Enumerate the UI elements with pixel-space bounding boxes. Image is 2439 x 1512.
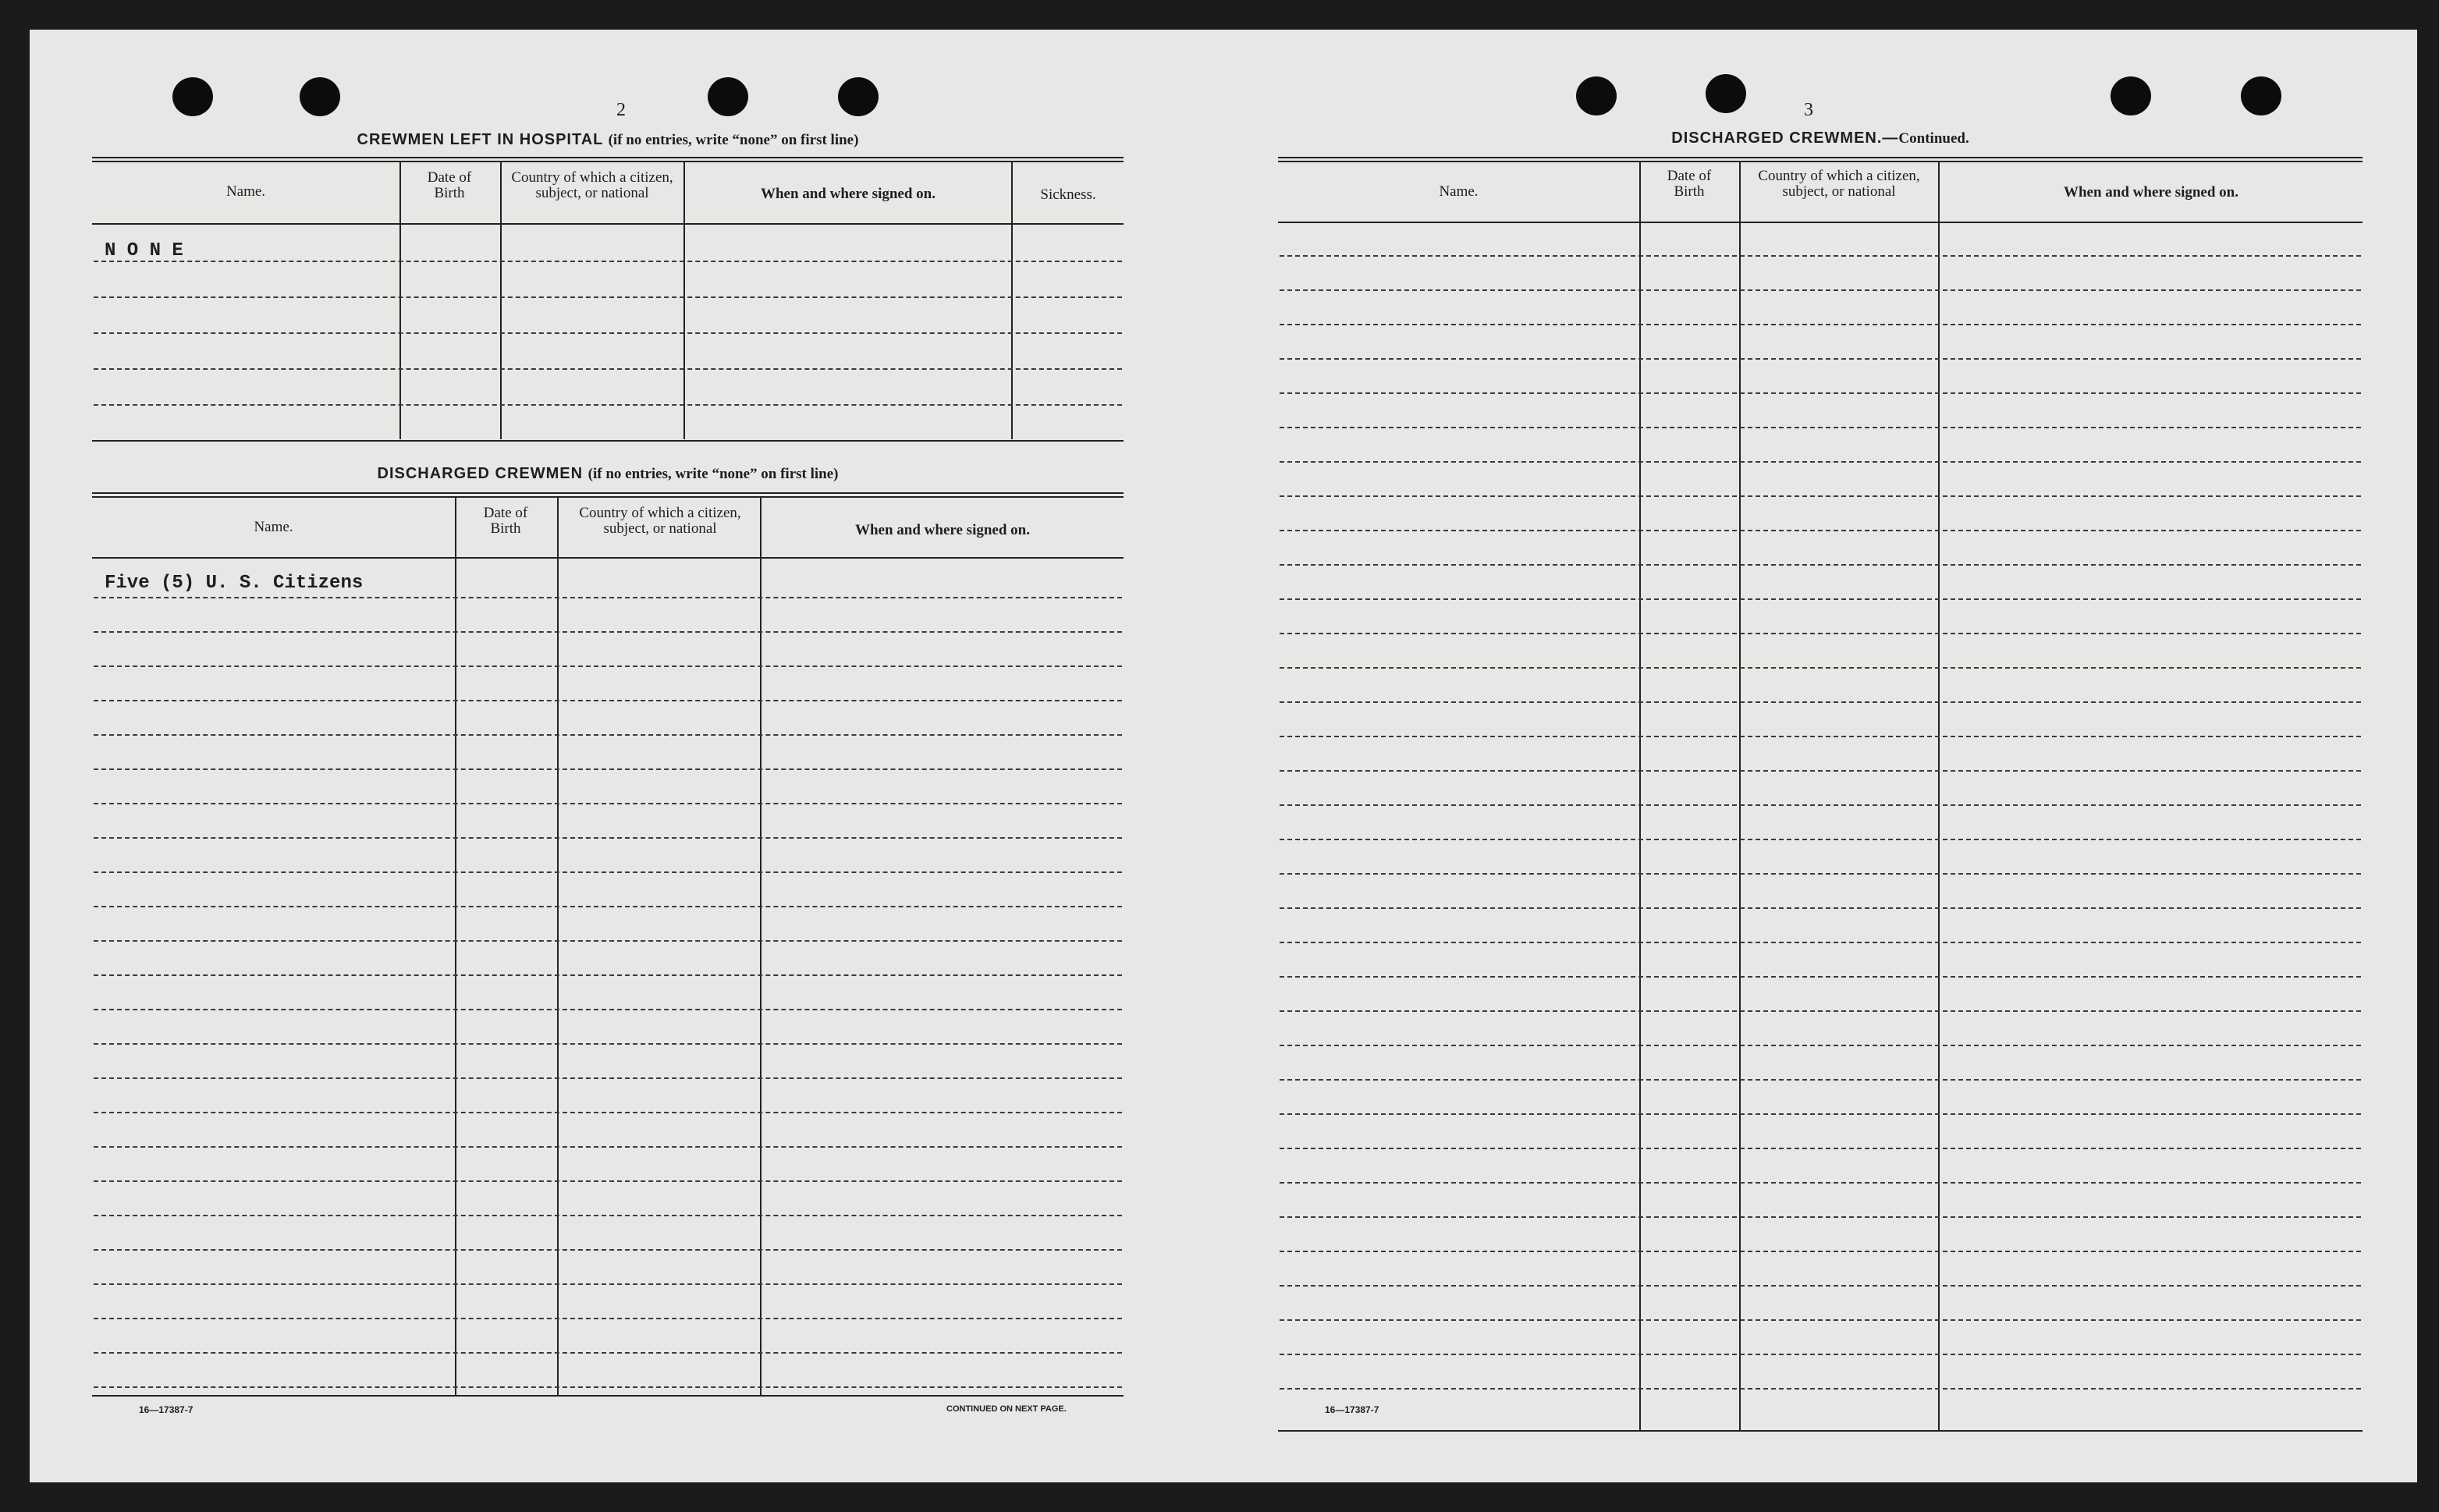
discharged-col-country: Country of which a citizen, subject, or national <box>579 505 741 537</box>
right-title-note: Continued. <box>1898 130 1969 147</box>
left-form-number: 16—17387-7 <box>139 1404 193 1415</box>
discharged-entry-line <box>94 768 1122 770</box>
right-entry-line <box>1280 1148 2361 1149</box>
right-form-number: 16—17387-7 <box>1325 1404 1379 1415</box>
discharged-entry-line <box>94 1386 1122 1388</box>
discharged-col-dob: Date of Birth <box>483 505 528 537</box>
right-title-text: DISCHARGED CREWMEN.— <box>1671 130 1899 147</box>
discharged-entry-line <box>94 803 1122 804</box>
discharged-entry-line <box>94 1009 1122 1010</box>
discharged-entry: Five (5) U. S. Citizens <box>105 573 364 594</box>
right-entry-line <box>1280 1216 2361 1218</box>
right-entry-line <box>1280 1182 2361 1184</box>
punch-hole <box>1706 74 1746 113</box>
discharged-entry-line <box>94 906 1122 907</box>
punch-hole <box>1576 76 1617 115</box>
right-entry-line <box>1280 564 2361 566</box>
right-entry-line <box>1280 324 2361 325</box>
punch-hole <box>300 77 340 116</box>
discharged-top-rule <box>92 492 1124 498</box>
hospital-entry-line <box>94 296 1122 298</box>
discharged-col-signed-on: When and where signed on. <box>854 522 1030 538</box>
discharged-header-rule <box>92 557 1124 559</box>
punch-hole <box>172 77 213 116</box>
right-entry-line <box>1280 942 2361 943</box>
punch-hole <box>2241 76 2281 115</box>
right-col-divider <box>1938 162 1940 1430</box>
hospital-header-rule <box>92 223 1124 225</box>
discharged-entry-line <box>94 1352 1122 1354</box>
hospital-entry-line <box>94 261 1122 262</box>
right-entry-line <box>1280 770 2361 772</box>
right-entry-line <box>1280 1354 2361 1355</box>
discharged-entry-line <box>94 700 1122 701</box>
right-entry-line <box>1280 289 2361 291</box>
discharged-table-title <box>92 465 1124 483</box>
discharged-entry-line <box>94 597 1122 598</box>
discharged-entry-line <box>94 1318 1122 1319</box>
right-bottom-rule <box>1278 1430 2363 1432</box>
hospital-col-divider <box>1011 162 1013 439</box>
hospital-col-signed-on: When and where signed on. <box>760 186 935 202</box>
discharged-entry-line <box>94 734 1122 736</box>
right-header-rule <box>1278 222 2363 223</box>
hospital-col-divider <box>399 162 401 439</box>
hospital-col-divider <box>500 162 502 439</box>
right-entry-line <box>1280 1319 2361 1321</box>
left-page-number: 2 <box>616 100 626 120</box>
discharged-entry-line <box>94 837 1122 839</box>
right-entry-line <box>1280 1251 2361 1252</box>
hospital-col-divider <box>683 162 685 439</box>
hospital-top-rule <box>92 157 1124 162</box>
right-entry-line <box>1280 907 2361 909</box>
right-entry-line <box>1280 1079 2361 1081</box>
discharged-bottom-rule <box>92 1395 1124 1397</box>
right-entry-line <box>1280 736 2361 737</box>
right-col-divider <box>1739 162 1741 1430</box>
hospital-col-sickness: Sickness. <box>1040 186 1096 203</box>
right-entry-line <box>1280 804 2361 806</box>
discharged-entry-line <box>94 974 1122 976</box>
hospital-title-note: (if no entries, write “none” on first line) <box>608 132 859 148</box>
right-entry-line <box>1280 1010 2361 1012</box>
right-col-country: Country of which a citizen, subject, or national <box>1758 168 1920 200</box>
discharged-entry-line <box>94 1283 1122 1285</box>
hospital-entry-line <box>94 368 1122 370</box>
right-entry-line <box>1280 1113 2361 1115</box>
hospital-entry-line <box>94 332 1122 334</box>
discharged-entry-line <box>94 1112 1122 1113</box>
right-entry-line <box>1280 255 2361 257</box>
discharged-entry-line <box>94 1043 1122 1045</box>
right-entry-line <box>1280 358 2361 360</box>
right-col-divider <box>1639 162 1641 1430</box>
discharged-entry-line <box>94 871 1122 873</box>
right-table-title <box>1278 130 2363 147</box>
punch-hole <box>2111 76 2151 115</box>
hospital-entry-line <box>94 404 1122 406</box>
right-entry-line <box>1280 495 2361 497</box>
right-entry-line <box>1280 976 2361 978</box>
hospital-col-name: Name. <box>225 183 266 200</box>
discharged-entry-line <box>94 1180 1122 1182</box>
right-entry-line <box>1280 427 2361 428</box>
form-sheet <box>30 30 2417 1482</box>
hospital-bottom-rule <box>92 440 1124 442</box>
right-entry-line <box>1280 1388 2361 1390</box>
right-entry-line <box>1280 633 2361 634</box>
discharged-entry-line <box>94 1249 1122 1251</box>
discharged-entry-line <box>94 1215 1122 1216</box>
right-page-number: 3 <box>1804 100 1813 120</box>
right-entry-line <box>1280 530 2361 531</box>
discharged-entry-line <box>94 940 1122 942</box>
hospital-entry: N O N E <box>105 240 183 261</box>
right-col-name: Name. <box>1439 183 1479 200</box>
right-entry-line <box>1280 1045 2361 1046</box>
hospital-col-dob: Date of Birth <box>427 169 472 201</box>
right-entry-line <box>1280 667 2361 669</box>
discharged-entry-line <box>94 665 1122 667</box>
right-col-dob: Date of Birth <box>1667 168 1712 200</box>
hospital-table-title <box>92 131 1124 149</box>
discharged-entry-line <box>94 1077 1122 1079</box>
right-entry-line <box>1280 839 2361 840</box>
right-entry-line <box>1280 392 2361 394</box>
continued-note: CONTINUED ON NEXT PAGE. <box>946 1404 1067 1414</box>
punch-hole <box>708 77 748 116</box>
discharged-entry-line <box>94 1146 1122 1148</box>
right-top-rule <box>1278 157 2363 162</box>
discharged-col-name: Name. <box>254 519 293 535</box>
right-entry-line <box>1280 701 2361 703</box>
hospital-title-text: CREWMEN LEFT IN HOSPITAL <box>357 131 604 148</box>
right-entry-line <box>1280 1285 2361 1287</box>
discharged-entry-line <box>94 631 1122 633</box>
right-entry-line <box>1280 461 2361 463</box>
right-entry-line <box>1280 873 2361 875</box>
discharged-title-note: (if no entries, write “none” on first line) <box>588 466 839 482</box>
hospital-col-country: Country of which a citizen, subject, or national <box>511 169 673 201</box>
right-entry-line <box>1280 598 2361 600</box>
discharged-title-text: DISCHARGED CREWMEN <box>377 465 584 482</box>
punch-hole <box>838 77 879 116</box>
right-col-signed-on: When and where signed on. <box>2063 184 2238 201</box>
